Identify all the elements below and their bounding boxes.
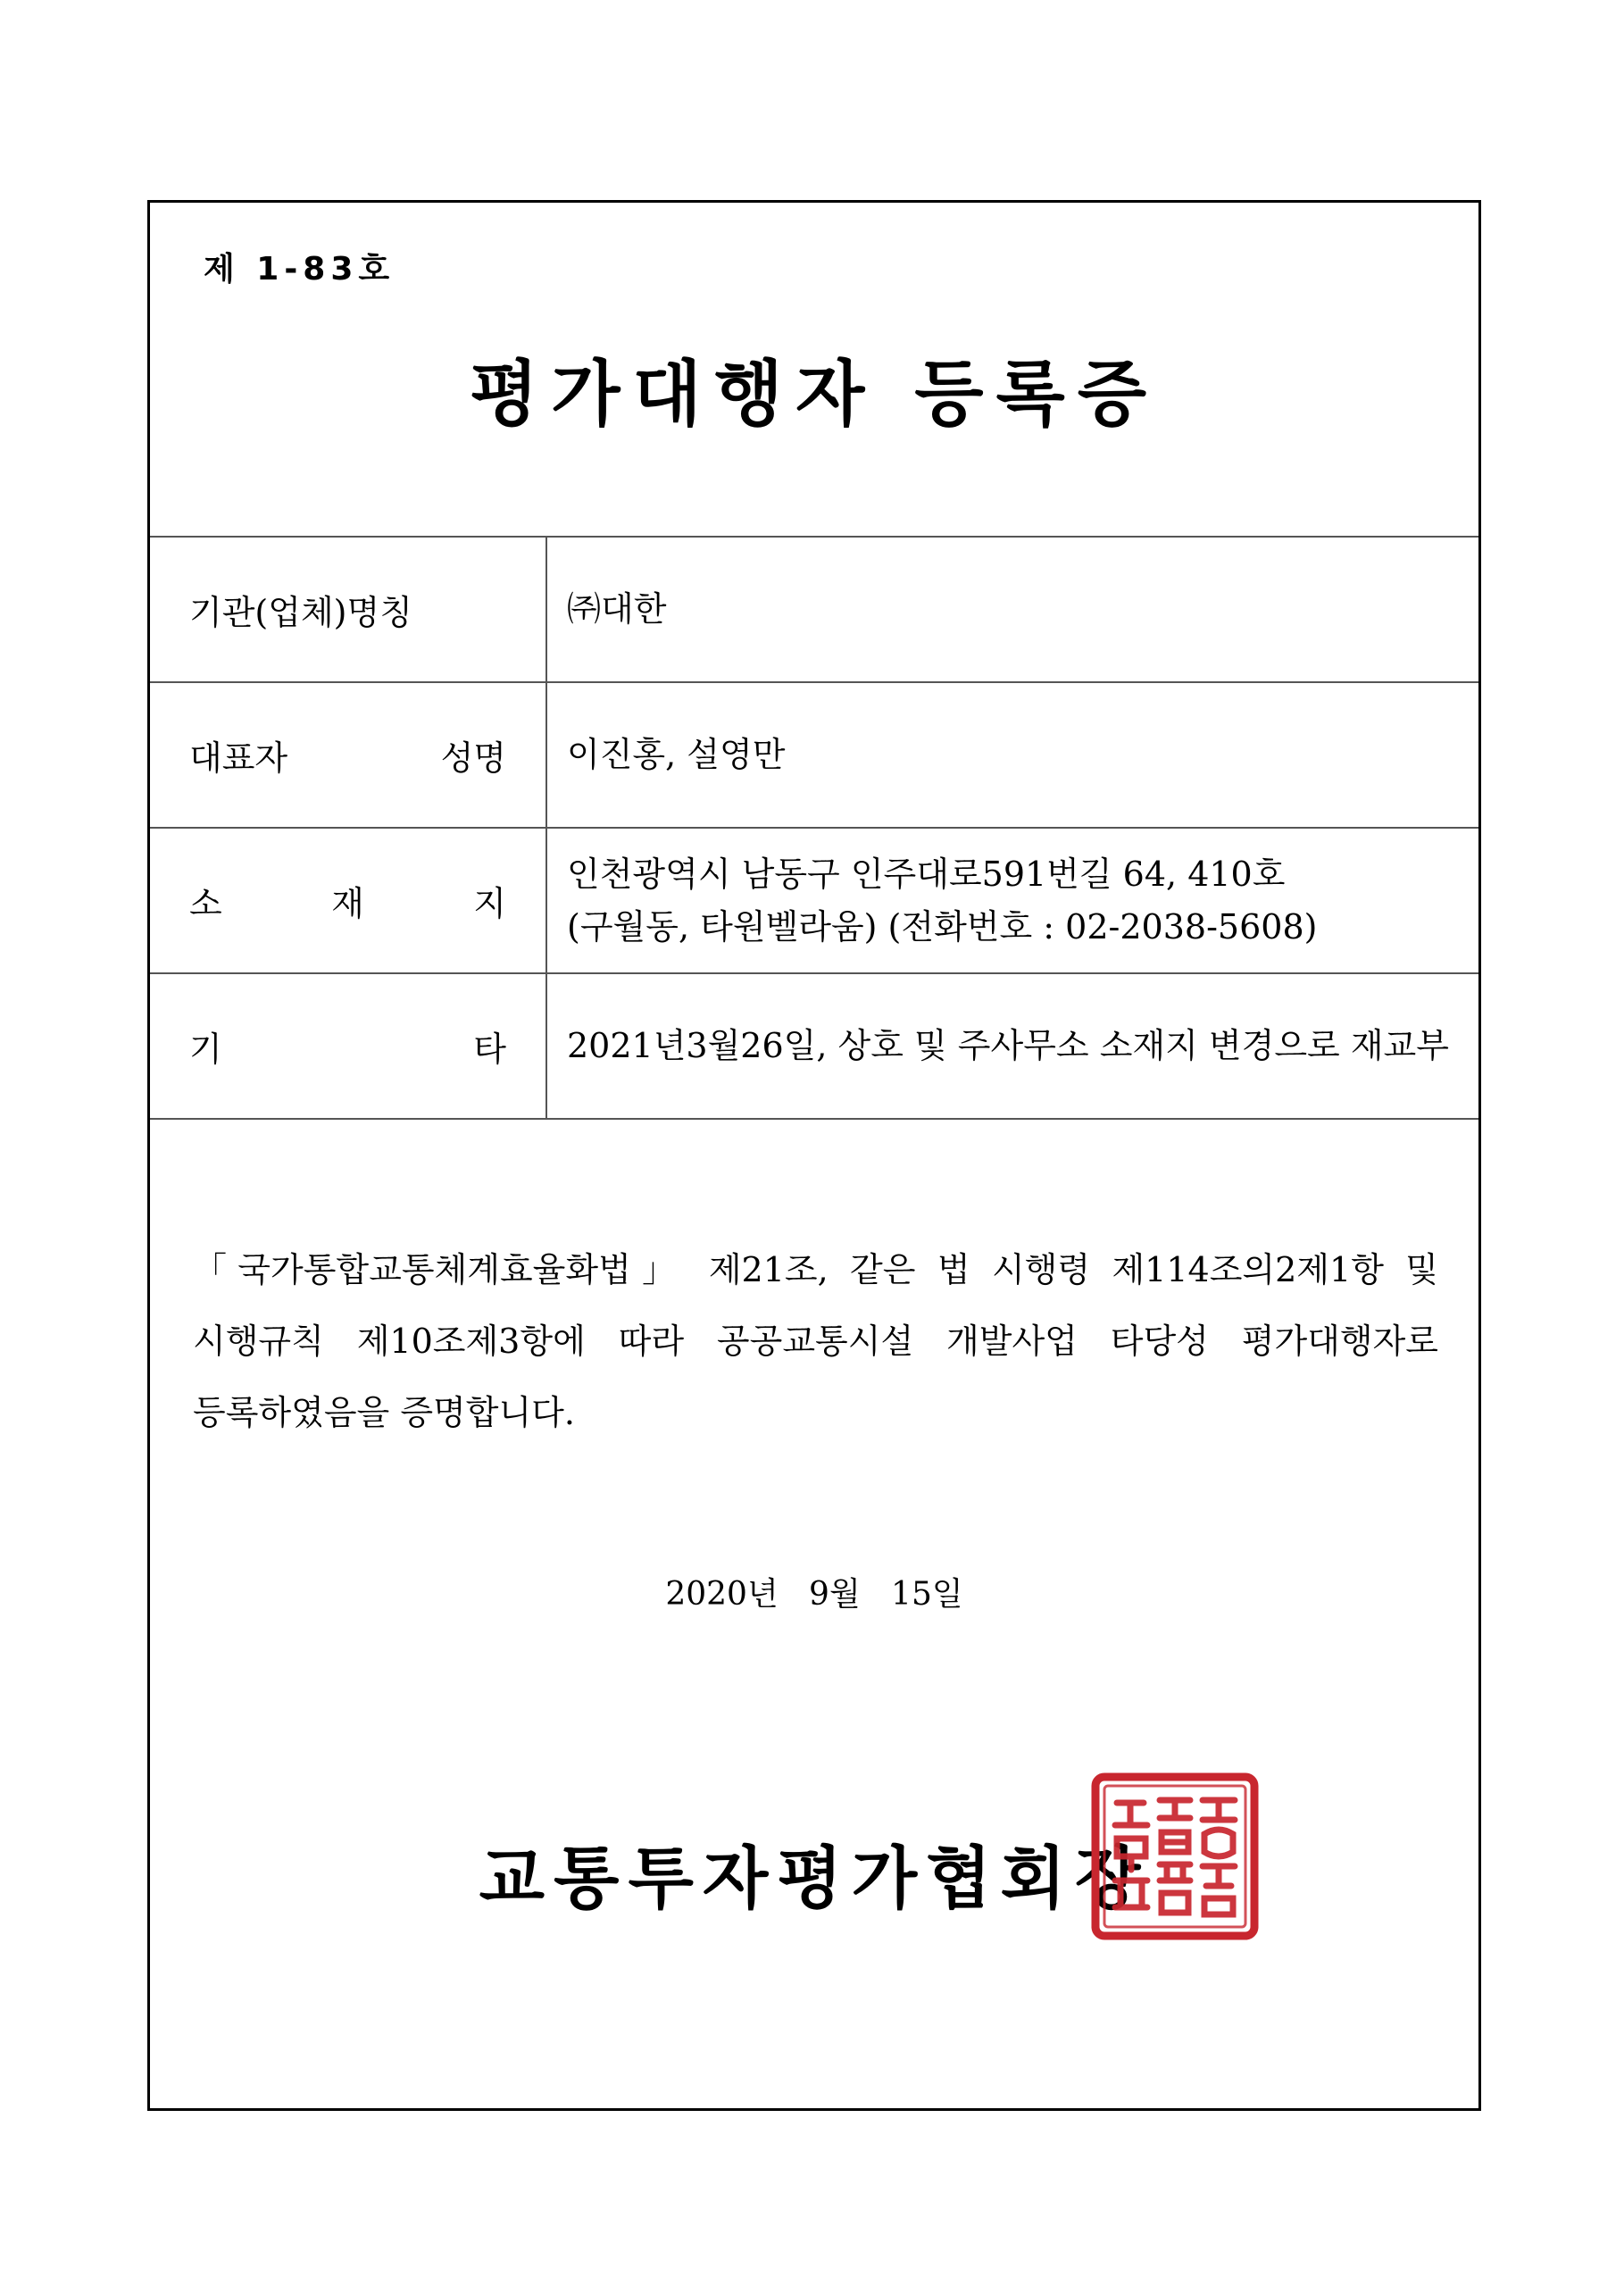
official-seal-icon <box>1090 1772 1260 1941</box>
table-row <box>150 537 1478 682</box>
row-label-address: 소 재 지 <box>150 828 546 973</box>
row-value-org-name: ㈜대한 <box>546 537 1478 682</box>
row-label-representative: 대표자 성명 <box>150 682 546 828</box>
row-value-representative: 이진홍, 설영만 <box>546 682 1478 828</box>
address-line-2: (구월동, 타원벨라움) (전화번호 : 02-2038-5608) <box>567 906 1318 947</box>
address-line-1: 인천광역시 남동구 인주대로591번길 64, 410호 <box>567 854 1286 894</box>
certificate-frame <box>147 200 1481 2111</box>
table-row <box>150 682 1478 828</box>
issue-date: 2020년 9월 15일 <box>665 1576 963 1613</box>
certification-statement: 「국가통합교통체계효율화법」 제21조, 같은 법 시행령 제114조의2제1항 및 시행규칙 제10조제3항에 따라 공공교통시설 개발사업 타당성 평가대행자로 등록하였음을 증명합니다. <box>193 1250 1438 1432</box>
issuer-name: 교통투자평가협회장 <box>479 1839 1150 1918</box>
certificate-title: 평가대행자 등록증 <box>469 353 1160 436</box>
row-label-other: 기 타 <box>150 973 546 1119</box>
table-row <box>150 973 1478 1119</box>
certificate-number: 제 1-83호 <box>204 251 396 288</box>
row-value-other: 2021년3월26일, 상호 및 주사무소 소재지 변경으로 재교부 <box>546 973 1478 1119</box>
info-table <box>150 536 1478 1120</box>
row-label-org-name: 기관(업체)명칭 <box>150 537 546 682</box>
table-row <box>150 828 1478 973</box>
row-value-address <box>546 828 1478 973</box>
